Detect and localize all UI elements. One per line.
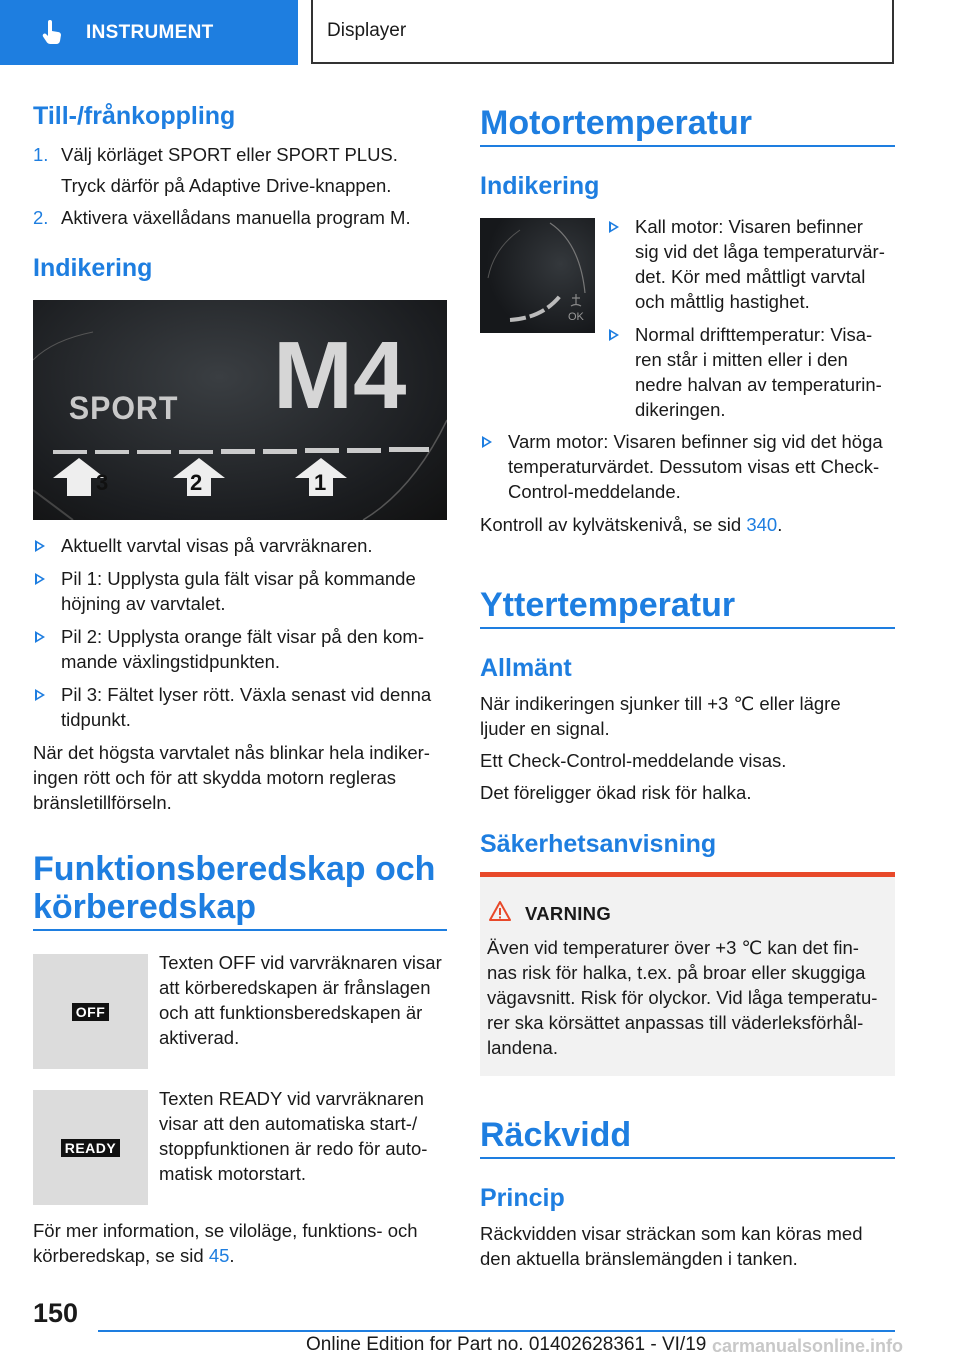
bullet-icon	[35, 631, 45, 643]
bullet-text: sig vid det låga temperaturvär‐	[635, 241, 885, 262]
heading-ytter: Yttertemperatur	[480, 586, 736, 624]
text-line: aktiverad.	[159, 1027, 240, 1048]
para-text: Kontroll av kylvätskenivå, se sid	[480, 514, 747, 535]
heading-funktion	[33, 850, 453, 926]
warning-line: rer ska körsättet anpassas till väderleksförhål‐	[487, 1012, 864, 1033]
para-text: .	[777, 514, 783, 535]
bullet-icon	[35, 540, 45, 552]
heading-princip: Princip	[480, 1184, 565, 1212]
motor-bullet-long	[480, 429, 900, 537]
bullet-text: höjning av varvtalet.	[61, 593, 226, 614]
para-line: bränsletillförseln.	[33, 792, 172, 813]
temperature-gauge-image	[480, 218, 595, 333]
list-item-cont	[33, 167, 453, 198]
heading-indikering: Indikering	[33, 254, 153, 282]
heading-line: Funktionsberedskap och	[33, 850, 436, 888]
list-item	[33, 533, 453, 558]
arrow-label-3: 3	[96, 470, 109, 495]
mode-text: SPORT	[68, 390, 179, 426]
list-item	[33, 624, 453, 674]
warning-label: VARNING	[525, 903, 612, 924]
heading-motor: Motortemperatur	[480, 104, 753, 142]
bullet-text: tidpunkt.	[61, 709, 131, 730]
step-text: Aktivera växellådans manuella program M.	[61, 207, 411, 228]
para-line: När indikeringen sjunker till +3 ℃ eller lägre	[480, 693, 841, 714]
step-text-cont: Tryck därför på Adaptive Drive-knappen.	[61, 175, 392, 196]
arrow-label-1: 1	[314, 470, 327, 495]
step-list	[33, 142, 453, 230]
bullet-icon	[609, 329, 619, 341]
paragraph	[33, 740, 453, 815]
ytter-paragraphs	[480, 691, 900, 805]
step-text: Välj körläget SPORT eller SPORT PLUS.	[61, 144, 398, 165]
bullet-text: ren står i mitten eller i den	[635, 349, 848, 370]
bullet-icon	[609, 221, 619, 233]
pointing-hand-icon	[40, 20, 66, 46]
para-line: den aktuella bränslemängden i tanken.	[480, 1248, 798, 1269]
list-item	[607, 322, 897, 422]
off-indicator-image	[33, 954, 148, 1069]
list-item	[33, 566, 453, 616]
bullet-icon	[35, 573, 45, 585]
step-number: 1.	[33, 144, 49, 165]
gear-text: M4	[273, 322, 407, 429]
funktion-paragraph	[33, 1218, 453, 1268]
section-rule	[33, 929, 447, 931]
heading-sakerhet: Säkerhetsanvisning	[480, 830, 717, 858]
para-line: För mer information, se viloläge, funktions- och	[33, 1220, 418, 1241]
list-item	[480, 429, 900, 504]
para-line: Räckvidden visar sträckan som kan köras med	[480, 1223, 863, 1244]
heading-line: körberedskap	[33, 888, 256, 926]
bullet-text: Control-meddelande.	[508, 481, 681, 502]
gauge-ok-label: OK	[568, 311, 584, 323]
ready-indicator-image	[33, 1090, 148, 1205]
para-text: körberedskap, se sid	[33, 1245, 209, 1266]
section-rule	[480, 627, 895, 629]
watermark: carmanualsonline.info	[712, 1336, 904, 1356]
arrow-label-2: 2	[190, 470, 203, 495]
para-line: Ett Check-Control-meddelande visas.	[480, 750, 787, 771]
para-line: ljuder en signal.	[480, 718, 610, 739]
chapter-tab	[311, 0, 894, 64]
bullet-text: mande växlingstidpunkten.	[61, 651, 281, 672]
warning-line: Även vid temperaturer över +3 ℃ kan det fin‐	[487, 937, 859, 958]
page-link-340[interactable]: 340	[746, 514, 778, 535]
step-number: 2.	[33, 207, 49, 228]
para-text: .	[229, 1245, 235, 1266]
heading-rackvidd: Räckvidd	[480, 1116, 632, 1154]
bullet-icon	[482, 436, 492, 448]
heading-motor-indikering: Indikering	[480, 172, 600, 200]
list-item	[33, 142, 453, 167]
section-rule	[480, 145, 895, 147]
para-line: När det högsta varvtalet nås blinkar hela indiker‐	[33, 742, 430, 763]
para-line: ingen rött och för att skydda motorn regleras	[33, 767, 396, 788]
text-line: matisk motorstart.	[159, 1163, 306, 1184]
bullet-text: Pil 2: Upplysta orange fält visar på den kom‐	[61, 626, 424, 647]
page-link-45[interactable]: 45	[208, 1245, 230, 1266]
bullet-text: det. Kör med måttligt varvtal	[635, 266, 866, 287]
shift-display-image	[33, 300, 447, 520]
bullet-icon	[35, 689, 45, 701]
bullet-text: Normal drifttemperatur: Visa‐	[635, 324, 873, 345]
bullet-text: Pil 3: Fältet lyser rött. Växla senast vid denna	[61, 684, 432, 705]
list-item	[607, 214, 897, 314]
warning-line: vägavsnitt. Risk för olyckor. Vid låga temperatu‐	[487, 987, 878, 1008]
motor-bullets-short	[607, 214, 897, 422]
paragraph	[480, 512, 900, 537]
list-item	[33, 682, 453, 732]
ready-chip: READY	[61, 1139, 121, 1157]
bullet-text: Varm motor: Visaren befinner sig vid det höga	[508, 431, 883, 452]
para-line	[33, 1243, 453, 1268]
text-line: stoppfunktionen är redo för auto‐	[159, 1138, 428, 1159]
off-chip: OFF	[72, 1003, 110, 1021]
warning-line: landena.	[487, 1037, 558, 1058]
warning-triangle-icon	[488, 900, 512, 922]
section-rule	[480, 1157, 895, 1159]
para-line: Det föreligger ökad risk för halka.	[480, 782, 752, 803]
ready-description	[159, 1086, 454, 1186]
section-tab[interactable]	[0, 0, 298, 65]
bullet-text: Aktuellt varvtal visas på varvräknaren.	[61, 535, 373, 556]
rack-paragraph	[480, 1221, 900, 1271]
text-line: att körberedskapen är frånslagen	[159, 977, 431, 998]
list-item	[33, 205, 453, 230]
heading-allmant: Allmänt	[480, 654, 572, 682]
warning-line: nas risk för halka, t.ex. på broar eller skuggiga	[487, 962, 866, 983]
text-line: och att funktionsberedskapen är	[159, 1002, 423, 1023]
warning-text	[487, 935, 897, 1060]
bullet-text: Kall motor: Visaren befinner	[635, 216, 863, 237]
page-number: 150	[33, 1298, 79, 1328]
section-label: INSTRUMENT	[86, 21, 214, 43]
indikering-bullets	[33, 533, 453, 815]
footer-rule	[98, 1330, 895, 1332]
off-description	[159, 950, 454, 1050]
text-line: Texten OFF vid varvräknaren visar	[159, 952, 442, 973]
text-line: visar att den automatiska start-/	[159, 1113, 418, 1134]
warning-box	[480, 872, 895, 1076]
bullet-text: och måttlig hastighet.	[635, 291, 810, 312]
bullet-text: temperaturvärdet. Dessutom visas ett Check-	[508, 456, 880, 477]
footer-edition: Online Edition for Part no. 01402628361 - VI/19	[306, 1334, 707, 1355]
text-line: Texten READY vid varvräknaren	[159, 1088, 424, 1109]
chapter-label: Displayer	[327, 20, 407, 41]
heading-till: Till-/frånkoppling	[33, 102, 236, 130]
bullet-text: dikeringen.	[635, 399, 726, 420]
bullet-text: Pil 1: Upplysta gula fält visar på kommande	[61, 568, 416, 589]
bullet-text: nedre halvan av temperaturin‐	[635, 374, 882, 395]
